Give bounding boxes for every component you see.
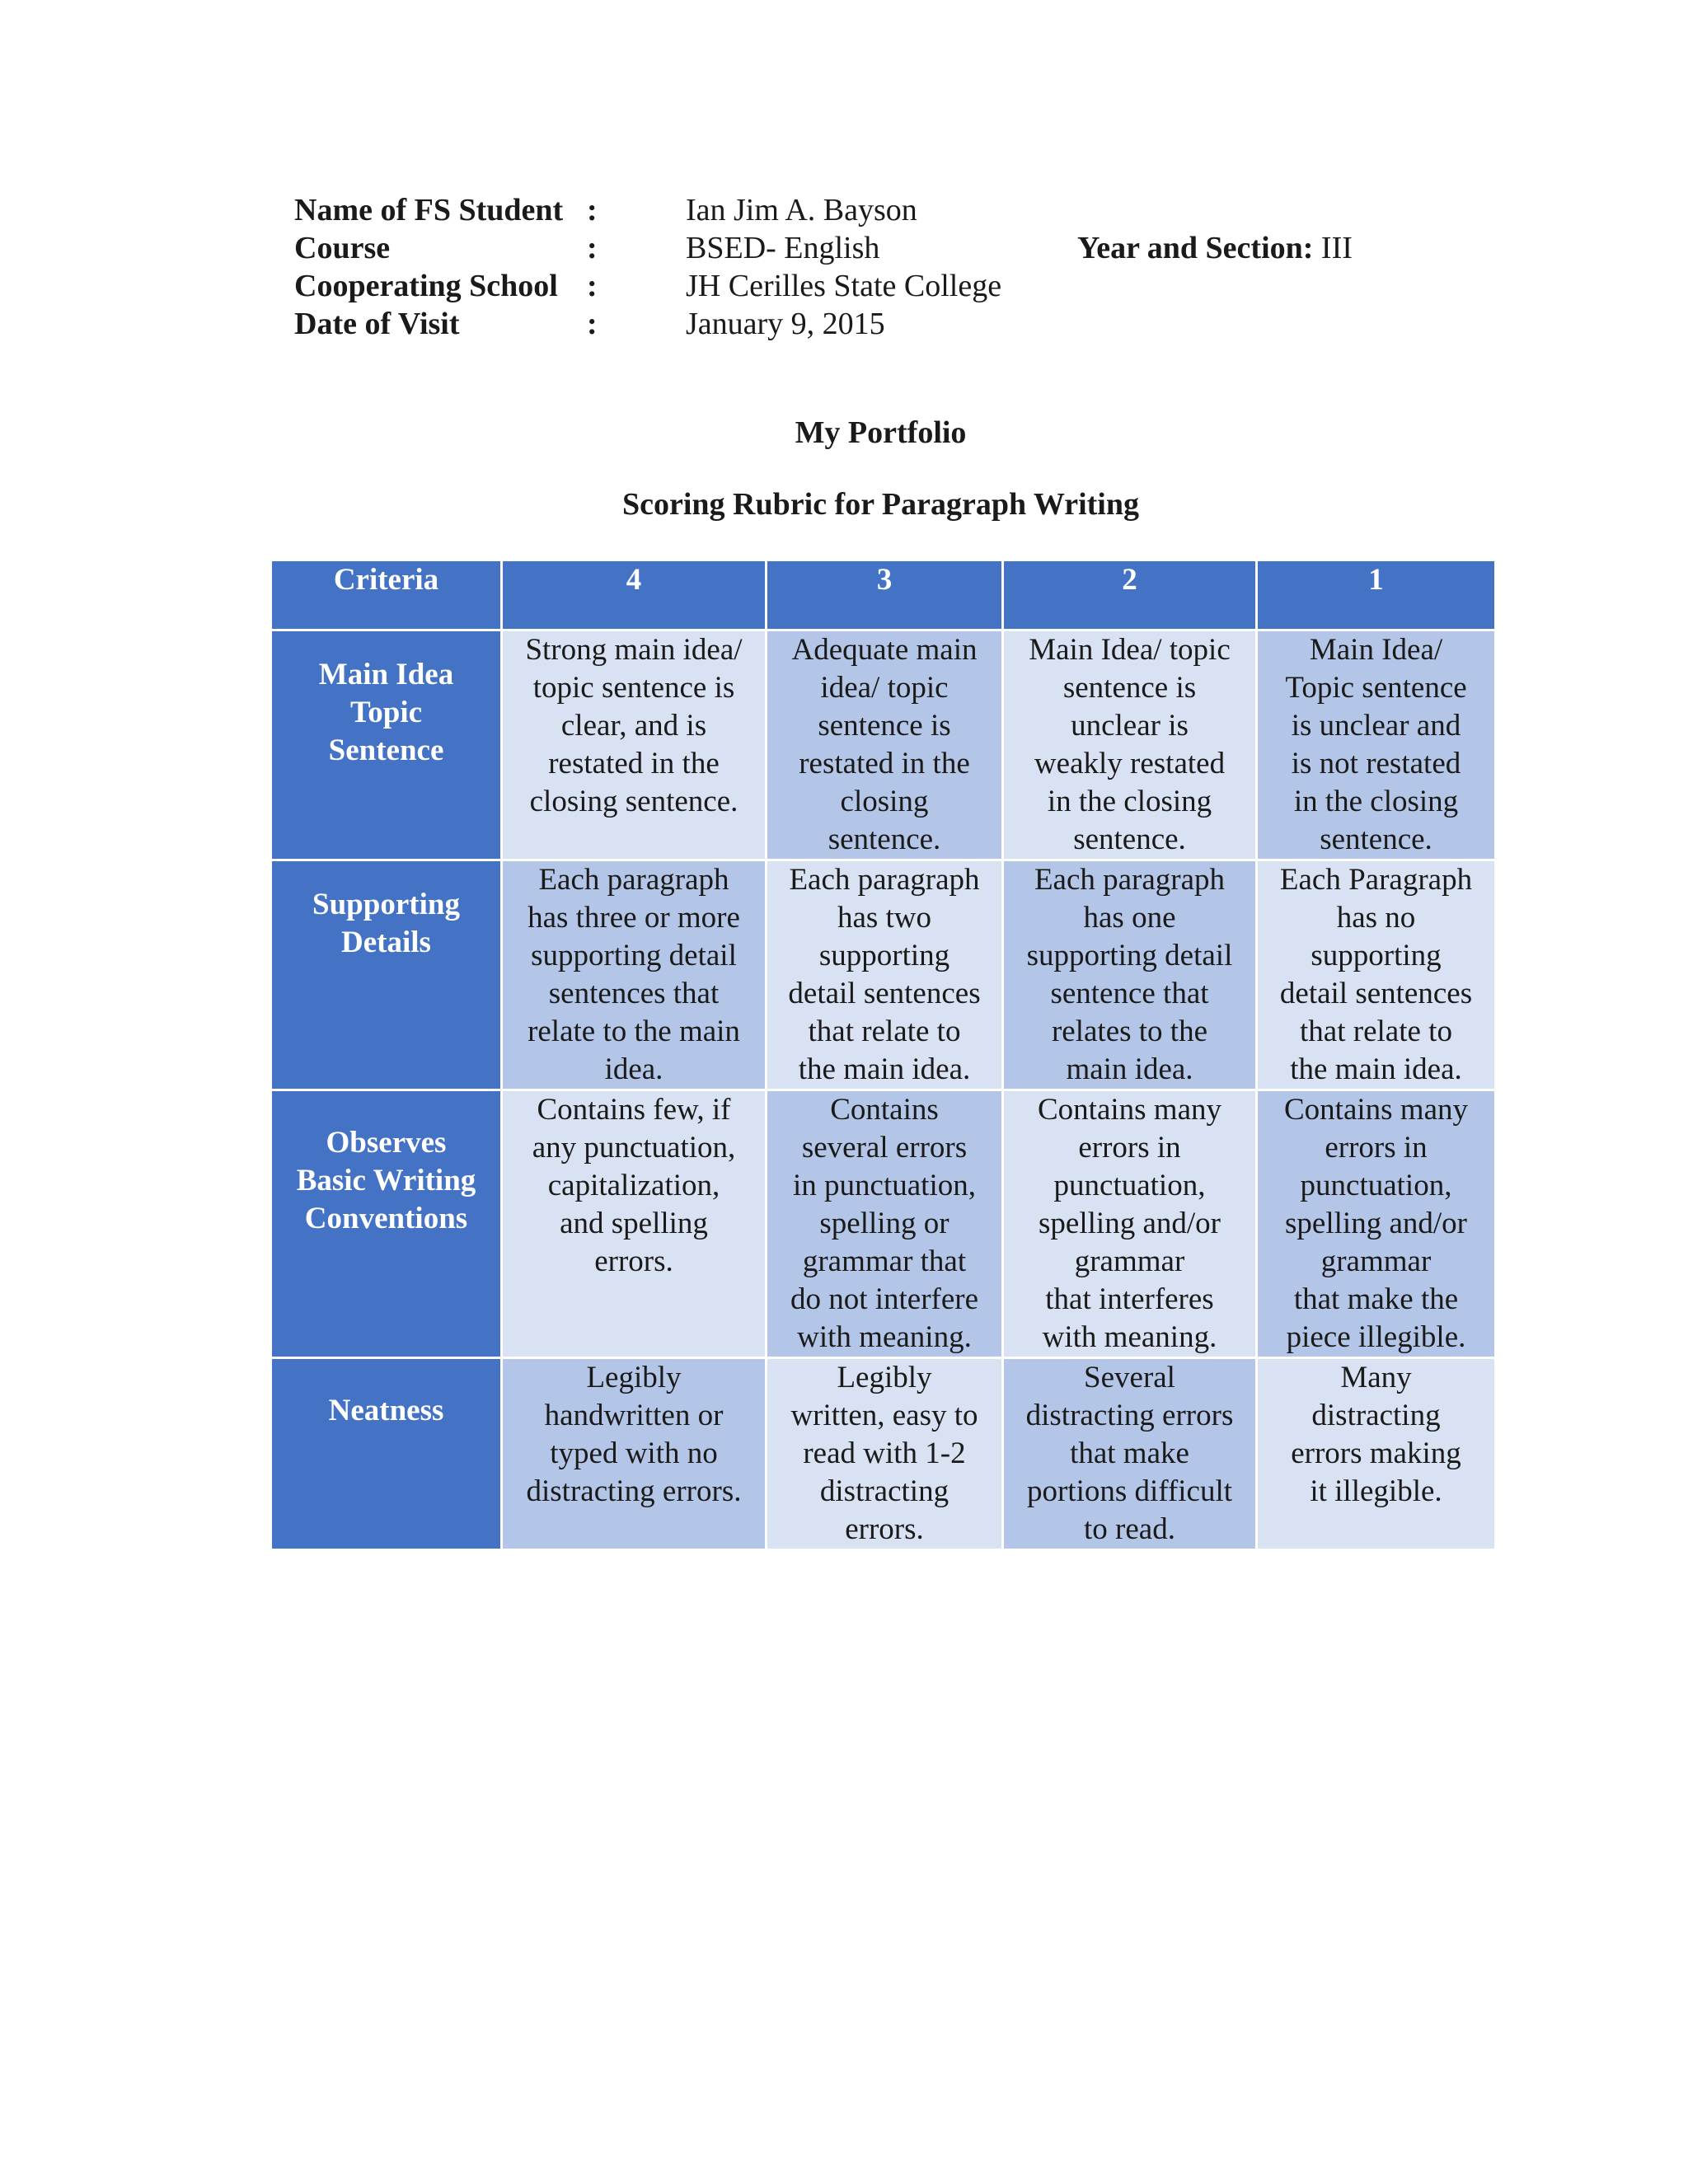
cell-line: with meaning.: [797, 1320, 972, 1354]
school-row: [294, 267, 1415, 305]
cell-line: spelling or: [819, 1207, 950, 1240]
cell-line: grammar: [1074, 1244, 1185, 1278]
cell-line: any punctuation,: [532, 1131, 736, 1165]
cell-line: restated in the: [799, 747, 970, 780]
score-cell-2: [1003, 630, 1257, 860]
cell-line: that relate to: [808, 1015, 961, 1048]
cell-line: supporting detail: [1026, 939, 1233, 972]
cell-line: has three or more: [528, 901, 740, 935]
score-cell-2: [1003, 860, 1257, 1090]
cell-line: distracting errors: [1025, 1399, 1234, 1432]
cell-line: Main Idea/ topic: [1029, 633, 1231, 667]
cell-line: errors.: [594, 1244, 673, 1278]
cell-line: Adequate main: [791, 633, 978, 667]
table-row: [271, 630, 1496, 860]
cell-line: capitalization,: [547, 1169, 720, 1202]
course-label: Course: [294, 231, 391, 265]
colon: :: [587, 307, 598, 341]
school-label: Cooperating School: [294, 269, 558, 303]
cell-line: supporting: [1311, 939, 1442, 972]
cell-line: grammar: [1320, 1244, 1432, 1278]
criterion-line: Topic: [349, 696, 423, 729]
score-cell-4: [502, 1090, 767, 1358]
cell-line: sentences that: [548, 977, 720, 1010]
header-score-3: 3: [767, 560, 1003, 630]
date-value: January 9, 2015: [686, 307, 885, 341]
cell-line: Each paragraph: [538, 863, 729, 897]
criterion-line: Sentence: [328, 733, 444, 767]
cell-line: Strong main idea/: [525, 633, 743, 667]
cell-line: that interferes: [1045, 1282, 1214, 1316]
cell-line: to read.: [1084, 1512, 1175, 1546]
cell-line: Main Idea/: [1309, 633, 1443, 667]
cell-line: main idea.: [1066, 1052, 1193, 1086]
score-cell-3: [767, 630, 1003, 860]
colon: :: [587, 231, 598, 265]
criterion-cell: [271, 860, 502, 1090]
cell-line: several errors: [801, 1131, 968, 1165]
course-value: BSED- English: [686, 231, 880, 265]
cell-line: do not interfere: [790, 1282, 979, 1316]
table-row: [271, 1090, 1496, 1358]
header-score-2: 2: [1003, 560, 1257, 630]
cell-line: detail sentences: [1279, 977, 1473, 1010]
cell-line: weakly restated: [1034, 747, 1226, 780]
criterion-line: Observes: [326, 1126, 447, 1160]
cell-line: Many: [1340, 1361, 1412, 1394]
cell-line: topic sentence is: [532, 671, 735, 705]
cell-line: typed with no: [550, 1436, 718, 1470]
cell-line: errors in: [1078, 1131, 1181, 1165]
cell-line: errors making: [1291, 1436, 1461, 1470]
cell-line: is unclear and: [1291, 709, 1461, 743]
criterion-cell: [271, 630, 502, 860]
cell-line: that make: [1070, 1436, 1189, 1470]
cell-line: closing: [840, 785, 929, 818]
course-row: [294, 229, 1415, 267]
cell-line: relates to the: [1051, 1015, 1208, 1048]
cell-line: Legibly: [837, 1361, 932, 1394]
cell-line: idea.: [604, 1052, 663, 1086]
student-name-label: Name of FS Student: [294, 193, 564, 227]
score-cell-1: [1257, 630, 1496, 860]
criterion-line: Supporting: [312, 888, 460, 921]
score-cell-2: [1003, 1358, 1257, 1550]
cell-line: Contains many: [1283, 1093, 1468, 1127]
year-section: [1077, 229, 1353, 267]
cell-line: read with 1-2: [803, 1436, 966, 1470]
criterion-line: Main Idea: [318, 658, 454, 691]
cell-line: Contains few, if: [537, 1093, 731, 1127]
colon: :: [587, 269, 598, 303]
score-cell-4: [502, 630, 767, 860]
cell-line: Topic sentence: [1285, 671, 1467, 705]
cell-line: distracting: [819, 1474, 950, 1508]
cell-line: in the closing: [1293, 785, 1459, 818]
score-cell-3: [767, 860, 1003, 1090]
date-row: [294, 305, 1415, 343]
score-cell-1: [1257, 1090, 1496, 1358]
cell-line: piece illegible.: [1286, 1320, 1466, 1354]
cell-line: grammar that: [802, 1244, 967, 1278]
table-header-row: [271, 560, 1496, 630]
year-section-value: III: [1320, 231, 1353, 265]
header-criteria: Criteria: [271, 560, 502, 630]
score-cell-2: [1003, 1090, 1257, 1358]
rubric-table: [270, 559, 1497, 1551]
cell-line: is not restated: [1291, 747, 1461, 780]
cell-line: it illegible.: [1310, 1474, 1442, 1508]
cell-line: clear, and is: [560, 709, 707, 743]
score-cell-4: [502, 1358, 767, 1550]
cell-line: that make the: [1293, 1282, 1459, 1316]
cell-line: Each Paragraph: [1279, 863, 1473, 897]
cell-line: spelling and/or: [1039, 1207, 1221, 1240]
cell-line: sentence.: [1073, 823, 1186, 856]
cell-line: Legibly: [586, 1361, 682, 1394]
cell-line: errors.: [845, 1512, 924, 1546]
score-cell-3: [767, 1358, 1003, 1550]
student-name-row: [294, 191, 1415, 229]
cell-line: in the closing: [1047, 785, 1212, 818]
cell-line: sentence.: [828, 823, 941, 856]
cell-line: portions difficult: [1026, 1474, 1233, 1508]
criterion-line: Neatness: [328, 1394, 444, 1427]
cell-line: detail sentences: [788, 977, 981, 1010]
cell-line: in punctuation,: [793, 1169, 976, 1202]
table-row: [271, 1358, 1496, 1550]
cell-line: written, easy to: [790, 1399, 978, 1432]
table-row: [271, 860, 1496, 1090]
cell-line: the main idea.: [1290, 1052, 1462, 1086]
cell-line: restated in the: [548, 747, 720, 780]
cell-line: sentence that: [1050, 977, 1209, 1010]
school-value: JH Cerilles State College: [686, 269, 1002, 303]
criterion-cell: [271, 1358, 502, 1550]
cell-line: distracting errors.: [526, 1474, 742, 1508]
cell-line: unclear is: [1071, 709, 1189, 743]
header-score-4: 4: [502, 560, 767, 630]
score-cell-4: [502, 860, 767, 1090]
cell-line: handwritten or: [544, 1399, 724, 1432]
criterion-line: Details: [341, 926, 431, 959]
cell-line: Contains: [830, 1093, 939, 1127]
cell-line: that relate to: [1300, 1015, 1452, 1048]
year-section-label: Year and Section:: [1077, 231, 1314, 265]
header-score-1: 1: [1257, 560, 1496, 630]
colon: :: [587, 193, 598, 227]
rubric-body: [271, 630, 1496, 1550]
cell-line: closing sentence.: [529, 785, 738, 818]
criterion-line: Conventions: [304, 1202, 468, 1235]
cell-line: sentence is: [1062, 671, 1197, 705]
cell-line: sentence.: [1320, 823, 1432, 856]
cell-line: distracting: [1311, 1399, 1441, 1432]
cell-line: relate to the main: [528, 1015, 740, 1048]
cell-line: punctuation,: [1053, 1169, 1206, 1202]
score-cell-3: [767, 1090, 1003, 1358]
cell-line: Contains many: [1037, 1093, 1221, 1127]
date-label: Date of Visit: [294, 307, 460, 341]
cell-line: supporting: [818, 939, 950, 972]
cell-line: sentence is: [818, 709, 951, 743]
cell-line: errors in: [1325, 1131, 1428, 1165]
criterion-line: Basic Writing: [296, 1164, 476, 1197]
rubric-title: Scoring Rubric for Paragraph Writing: [622, 487, 1139, 522]
cell-line: has two: [837, 901, 932, 935]
score-cell-1: [1257, 1358, 1496, 1550]
page-title: My Portfolio: [795, 415, 967, 450]
cell-line: punctuation,: [1300, 1169, 1452, 1202]
cell-line: Each paragraph: [789, 863, 980, 897]
cell-line: spelling and/or: [1285, 1207, 1467, 1240]
cell-line: Several: [1084, 1361, 1175, 1394]
score-cell-1: [1257, 860, 1496, 1090]
cell-line: Each paragraph: [1034, 863, 1226, 897]
student-info: [294, 191, 1415, 343]
cell-line: with meaning.: [1042, 1320, 1217, 1354]
cell-line: supporting detail: [531, 939, 737, 972]
student-name-value: Ian Jim A. Bayson: [686, 193, 917, 227]
criterion-cell: [271, 1090, 502, 1358]
cell-line: idea/ topic: [820, 671, 949, 705]
cell-line: and spelling: [560, 1207, 708, 1240]
cell-line: the main idea.: [798, 1052, 971, 1086]
cell-line: has no: [1336, 901, 1416, 935]
cell-line: has one: [1083, 901, 1176, 935]
